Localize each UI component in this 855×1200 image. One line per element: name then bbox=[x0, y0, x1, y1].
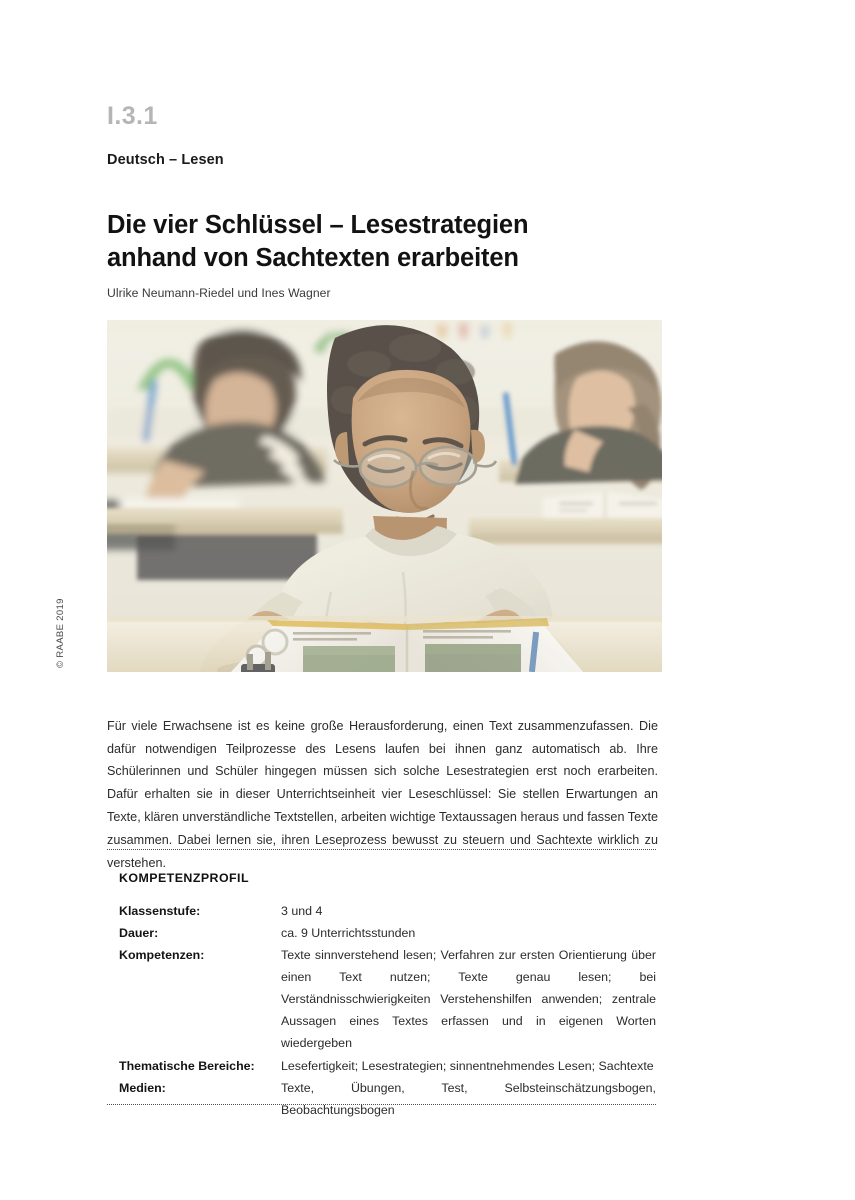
row-value: Lesefertigkeit; Lesestrategien; sinnentnehmendes Lesen; Sachtexte bbox=[281, 1058, 654, 1073]
copyright-notice: © RAABE 2019 bbox=[55, 598, 66, 668]
authors-line: Ulrike Neumann-Riedel und Ines Wagner bbox=[107, 286, 331, 300]
page-title-line-2: anhand von Sachtexten erarbeiten bbox=[107, 243, 519, 272]
classroom-photo-illustration bbox=[107, 320, 662, 672]
row-value: Texte sinnverstehend lesen; Verfahren zur ersten Orientierung über einen Text nutzen; Texte genau lesen; bei Verständnisschwierigkeiten Verstehenshilfen anwenden; zentrale Aussagen eines Textes erfassen und in eigenen Worten wiedergeben bbox=[281, 948, 656, 1051]
table-row bbox=[119, 944, 656, 1054]
table-row bbox=[119, 1055, 656, 1077]
page-title bbox=[107, 209, 667, 274]
competence-profile-heading: KOMPETENZPROFIL bbox=[119, 871, 249, 885]
divider-bottom bbox=[107, 1104, 656, 1106]
classroom-photo bbox=[107, 320, 662, 672]
intro-paragraph: Für viele Erwachsene ist es keine große Herausforderung, einen Text zusammenzufassen. Die dafür notwendigen Teilprozesse des Lesens laufen bei ihnen ganz automatisch ab. Ihre Schülerinnen und Schüler hingegen müssen sich solche Lesestrategien erst noch erarbeiten. Dafür erhalten sie in dieser Unterrichtseinheit vier Leseschlüssel: Sie stellen Erwartungen an Texte, klären unverständliche Textstellen, arbeiten wichtige Textaussagen heraus und fassen Texte zusammen. Dabei lernen sie, ihren Leseprozess bewusst zu steuern und Sachtexte wirklich zu verstehen. bbox=[107, 718, 658, 871]
row-label: Kompetenzen: bbox=[119, 948, 205, 963]
row-label: Medien: bbox=[119, 1080, 166, 1095]
row-label: Klassenstufe: bbox=[119, 904, 201, 918]
subject-line: Deutsch – Lesen bbox=[107, 152, 224, 168]
divider-top bbox=[107, 849, 656, 851]
row-label: Dauer: bbox=[119, 926, 159, 941]
competence-profile-table bbox=[119, 900, 656, 1121]
table-row bbox=[119, 1077, 656, 1121]
table-row bbox=[119, 900, 656, 922]
row-value: Texte, Übungen, Test, Selbsteinschätzungsbogen, Beobachtungsbogen bbox=[281, 1080, 656, 1117]
table-row bbox=[119, 922, 656, 944]
page-title-line-1: Die vier Schlüssel – Lesestrategien bbox=[107, 211, 529, 240]
chapter-number: I.3.1 bbox=[107, 102, 158, 130]
row-value: ca. 9 Unterrichtsstunden bbox=[281, 926, 416, 941]
row-label: Thematische Bereiche: bbox=[119, 1058, 255, 1073]
row-value: 3 und 4 bbox=[281, 904, 323, 918]
